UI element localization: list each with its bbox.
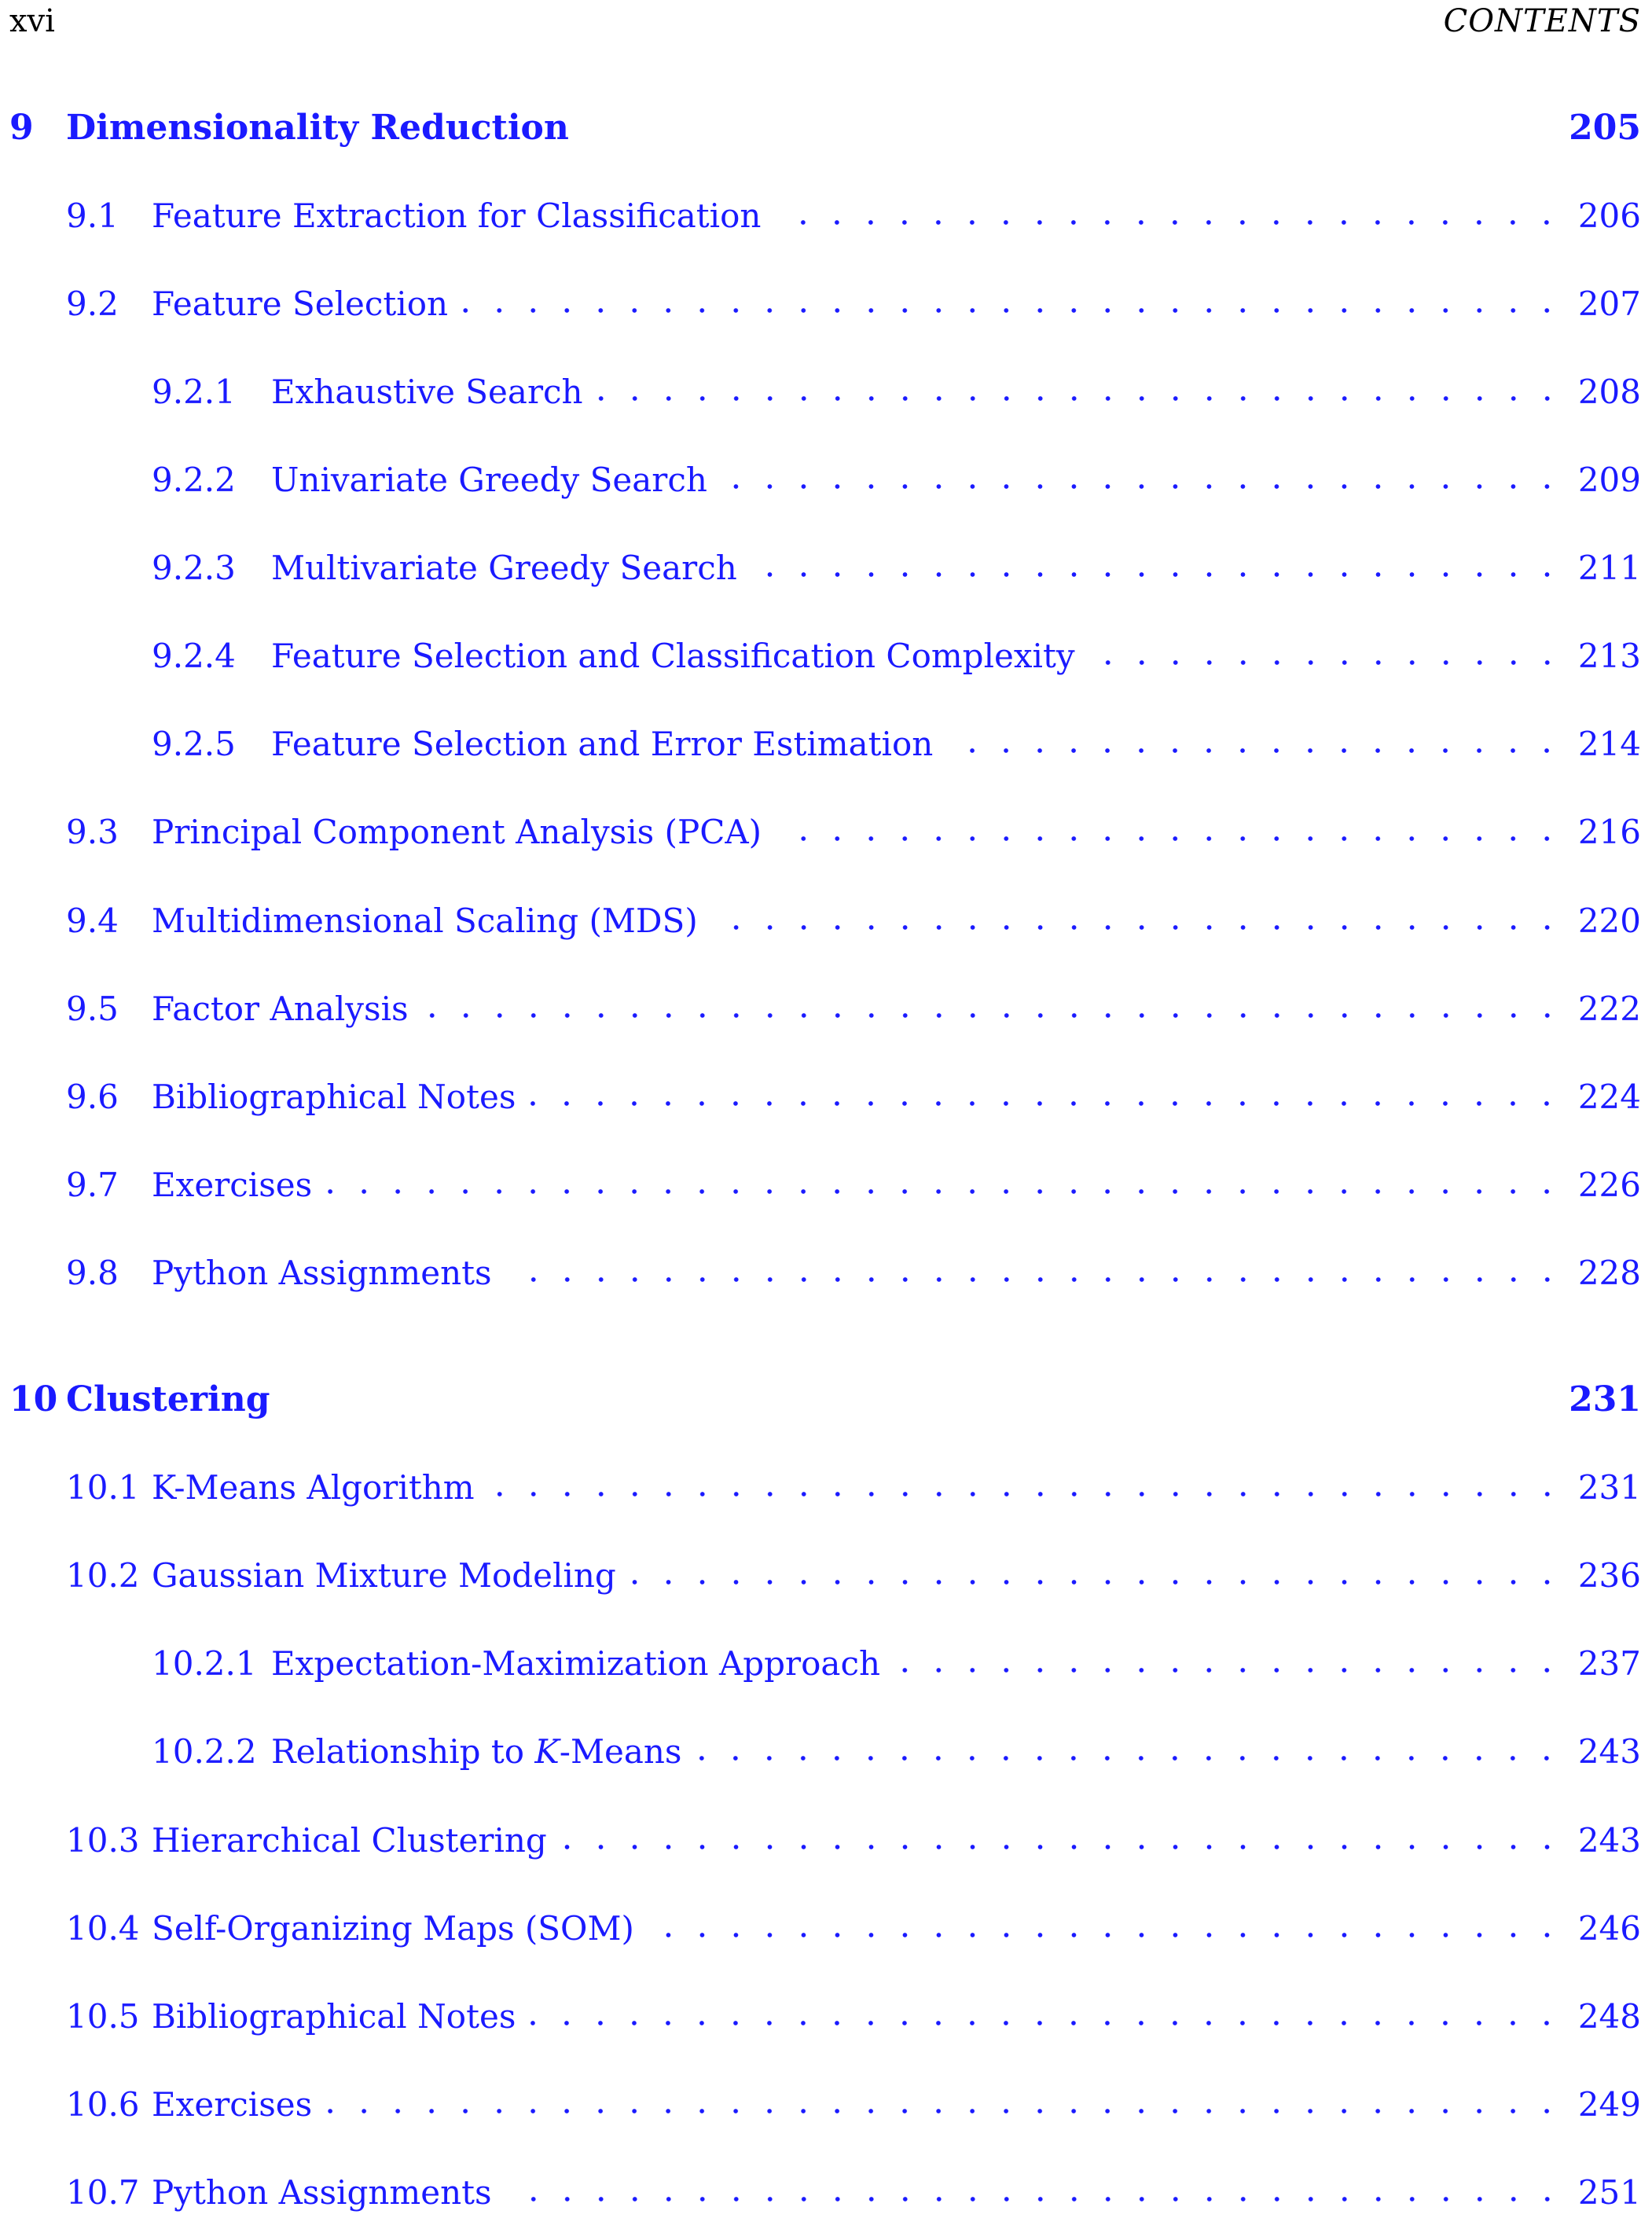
- toc-entry-title: Exercises: [152, 2084, 313, 2124]
- toc-subsection-entry[interactable]: [0, 456, 1652, 503]
- toc-subsection-entry[interactable]: [0, 368, 1652, 415]
- toc-leader-dots: [558, 1843, 1564, 1851]
- toc-entry-number: 9.2: [66, 284, 119, 323]
- toc-entry-page: 236: [1577, 1555, 1641, 1595]
- running-head: [0, 0, 1652, 44]
- toc-entry-page: 243: [1577, 1820, 1641, 1860]
- toc-leader-dots: [772, 218, 1563, 226]
- toc-entry-number: 9.5: [66, 989, 119, 1028]
- toc-leader-dots: [692, 1754, 1563, 1762]
- toc-entry-page: 214: [1577, 724, 1641, 763]
- toc-section-entry[interactable]: [0, 1992, 1652, 2040]
- toc-entry-page: 207: [1577, 284, 1641, 323]
- toc-entry-page: 224: [1577, 1077, 1641, 1116]
- toc-leader-dots: [891, 1666, 1564, 1674]
- toc-leader-dots: [527, 1100, 1563, 1107]
- toc-entry-title: Multidimensional Scaling (MDS): [152, 901, 698, 940]
- toc-entry-page: 222: [1577, 989, 1641, 1028]
- toc-leader-dots: [420, 1012, 1564, 1019]
- toc-section-entry[interactable]: [0, 192, 1652, 239]
- toc-entry-number: 9.2.2: [152, 460, 236, 499]
- toc-entry-number: 10.7: [66, 2172, 140, 2212]
- toc-leader-dots: [323, 1188, 1564, 1195]
- toc-entry-page: 205: [1569, 107, 1641, 148]
- toc-leader-dots: [1086, 659, 1564, 667]
- toc-entry-number: 10.2: [66, 1555, 140, 1595]
- toc-entry-number: 10.5: [66, 1996, 140, 2036]
- toc-entry-page: 211: [1577, 548, 1641, 587]
- toc-entry-title: Relationship to K-Means: [271, 1731, 682, 1771]
- toc-entry-title: Exhaustive Search: [271, 372, 583, 411]
- toc-section-entry[interactable]: [0, 1551, 1652, 1599]
- toc-entry-number: 9.2.5: [152, 724, 236, 763]
- toc-entry-number: 9.6: [66, 1077, 119, 1116]
- toc-subsection-entry[interactable]: [0, 720, 1652, 767]
- toc-subsection-entry[interactable]: [0, 1728, 1652, 1775]
- toc-leader-dots: [748, 571, 1564, 578]
- toc-section-entry[interactable]: [0, 2168, 1652, 2216]
- toc-entry-number: 10.6: [66, 2084, 140, 2124]
- toc-entry-page: 216: [1577, 812, 1641, 851]
- toc-chapter-entry[interactable]: [0, 1375, 1652, 1423]
- toc-leader-dots: [773, 835, 1564, 843]
- toc-entry-title: Python Assignments: [152, 1253, 492, 1292]
- toc-entry-number: 10: [9, 1379, 58, 1419]
- toc-entry-page: 206: [1577, 196, 1641, 235]
- toc-leader-dots: [527, 2019, 1563, 2027]
- toc-entry-page: 220: [1577, 901, 1641, 940]
- toc-entry-page: 248: [1577, 1996, 1641, 2036]
- toc-leader-dots: [486, 1490, 1564, 1498]
- toc-leader-dots: [323, 2107, 1564, 2115]
- toc-entry-number: 9.2.3: [152, 548, 236, 587]
- toc-entry-number: 9.2.1: [152, 372, 236, 411]
- toc-entry-title: K-Means Algorithm: [152, 1467, 475, 1507]
- toc-entry-page: 237: [1577, 1643, 1641, 1683]
- toc-entry-number: 9.3: [66, 812, 119, 851]
- toc-leader-dots: [718, 483, 1564, 490]
- toc-section-entry[interactable]: [0, 1816, 1652, 1864]
- toc-entry-page: 226: [1577, 1165, 1641, 1204]
- toc-section-entry[interactable]: [0, 1463, 1652, 1511]
- toc-entry-number: 9.7: [66, 1165, 119, 1204]
- toc-leader-dots: [627, 1578, 1564, 1586]
- toc-entry-page: 246: [1577, 1908, 1641, 1948]
- toc-entry-title: Multivariate Greedy Search: [271, 548, 737, 587]
- toc-entry-title: Univariate Greedy Search: [271, 460, 707, 499]
- toc-entry-number: 10.1: [66, 1467, 140, 1507]
- toc-entry-page: 208: [1577, 372, 1641, 411]
- toc-entry-number: 9.2.4: [152, 636, 236, 675]
- toc-entry-title: Gaussian Mixture Modeling: [152, 1555, 616, 1595]
- toc-entry-title: Principal Component Analysis (PCA): [152, 812, 762, 851]
- toc-entry-page: 251: [1577, 2172, 1641, 2212]
- toc-entry-title: Feature Extraction for Classification: [152, 196, 762, 235]
- toc-entry-title: Expectation-Maximization Approach: [271, 1643, 881, 1683]
- toc-entry-page: 209: [1577, 460, 1641, 499]
- toc-subsection-entry[interactable]: [0, 544, 1652, 591]
- toc-entry-title: Python Assignments: [152, 2172, 492, 2212]
- toc-subsection-entry[interactable]: [0, 1640, 1652, 1687]
- toc-section-entry[interactable]: [0, 808, 1652, 855]
- toc-entry-number: 10.2.1: [152, 1643, 257, 1683]
- toc-entry-number: 9.8: [66, 1253, 119, 1292]
- toc-entry-number: 10.4: [66, 1908, 140, 1948]
- toc-entry-number: 10.3: [66, 1820, 140, 1860]
- toc-entry-title: Bibliographical Notes: [152, 1996, 516, 2036]
- toc-section-entry[interactable]: [0, 1249, 1652, 1296]
- toc-leader-dots: [645, 1931, 1564, 1939]
- toc-section-entry[interactable]: [0, 1161, 1652, 1208]
- toc-entry-page: 228: [1577, 1253, 1641, 1292]
- toc-entry-number: 9.1: [66, 196, 119, 235]
- toc-entry-page: 243: [1577, 1731, 1641, 1771]
- toc-leader-dots: [944, 747, 1564, 755]
- toc-entry-title: Factor Analysis: [152, 989, 409, 1028]
- toc-section-entry[interactable]: [0, 985, 1652, 1032]
- toc-leader-dots: [709, 924, 1564, 931]
- toc-section-entry[interactable]: [0, 2080, 1652, 2128]
- toc-entry-title: Feature Selection: [152, 284, 449, 323]
- toc-leader-dots: [503, 2195, 1564, 2203]
- section-label: CONTENTS: [1443, 3, 1641, 39]
- toc-section-entry[interactable]: [0, 280, 1652, 327]
- toc-section-entry[interactable]: [0, 1904, 1652, 1952]
- toc-entry-title: Clustering: [66, 1379, 270, 1419]
- toc-leader-dots: [594, 395, 1564, 402]
- page-label: xvi: [9, 3, 55, 39]
- toc-entry-title: Feature Selection and Classification Complexity: [271, 636, 1075, 675]
- toc-entry-page: 231: [1569, 1379, 1641, 1419]
- toc-section-entry[interactable]: [0, 897, 1652, 944]
- toc-entry-title: Hierarchical Clustering: [152, 1820, 547, 1860]
- toc-entry-number: 9.4: [66, 901, 119, 940]
- toc-entry-title: Bibliographical Notes: [152, 1077, 516, 1116]
- toc-chapter-entry[interactable]: [0, 104, 1652, 151]
- toc-entry-page: 249: [1577, 2084, 1641, 2124]
- toc-section-entry[interactable]: [0, 1073, 1652, 1120]
- toc-entry-number: 10.2.2: [152, 1731, 257, 1771]
- toc-entry-page: 231: [1577, 1467, 1641, 1507]
- toc-entry-title: Dimensionality Reduction: [66, 107, 569, 148]
- toc-entry-number: 9: [9, 107, 34, 148]
- toc-subsection-entry[interactable]: [0, 632, 1652, 679]
- toc-entry-title: Feature Selection and Error Estimation: [271, 724, 934, 763]
- toc-entry-page: 213: [1577, 636, 1641, 675]
- toc-entry-title: Exercises: [152, 1165, 313, 1204]
- toc-leader-dots: [459, 307, 1564, 314]
- toc-entry-title: Self-Organizing Maps (SOM): [152, 1908, 634, 1948]
- toc-leader-dots: [503, 1276, 1564, 1283]
